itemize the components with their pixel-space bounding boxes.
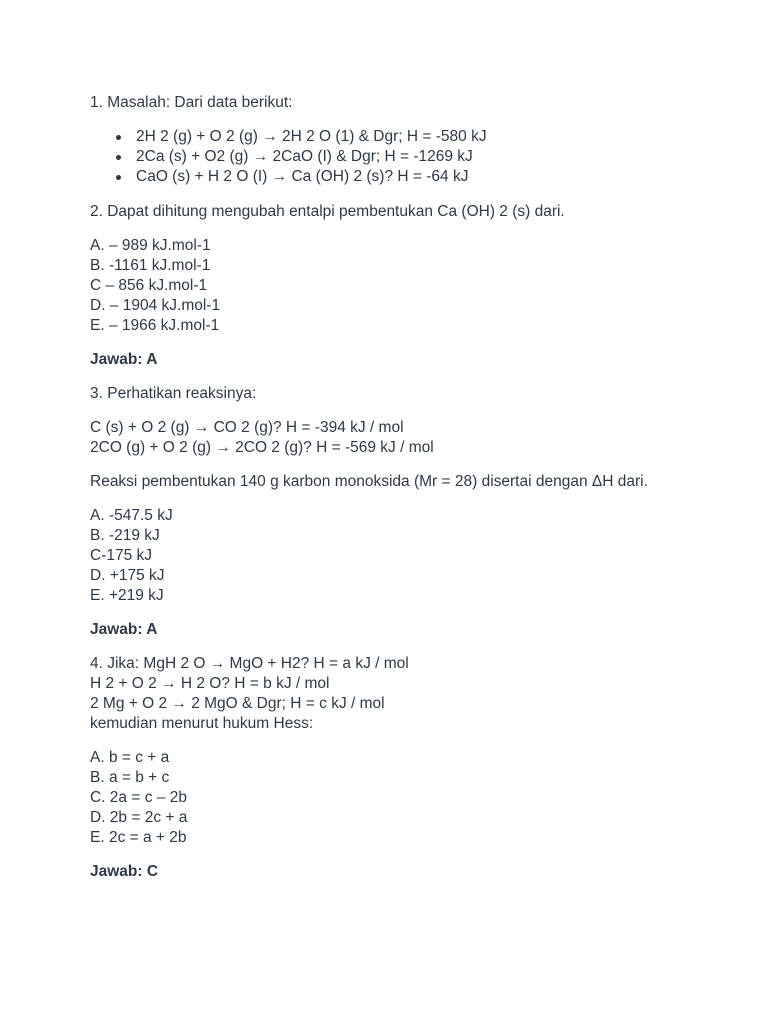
q3-option-b: B. -219 kJ [90,527,160,544]
q4-option-d: D. 2b = 2c + a [90,809,188,826]
q3-option-a: A. -547.5 kJ [90,507,173,524]
q1-bullet-item: 2Ca (s) + O2 (g) → 2CaO (I) & Dgr; H = -1269 kJ [136,147,690,167]
q3-option-c: C-175 kJ [90,547,153,564]
q1-heading: 1. Masalah: Dari data berikut: [90,94,293,111]
q4-line: 4. Jika: MgH 2 O → MgO + H2? H = a kJ / mol [90,655,409,672]
q2-option-d: D. – 1904 kJ.mol-1 [90,297,221,314]
q2-option-c: C – 856 kJ.mol-1 [90,277,208,294]
q4-line: H 2 + O 2 → H 2 O? H = b kJ / mol [90,675,330,692]
q3-options [90,506,690,606]
q3-heading: 3. Perhatikan reaksinya: [90,385,257,402]
q2-option-a: A. – 989 kJ.mol-1 [90,237,211,254]
q3-reactions [90,418,690,458]
q3-option-d: D. +175 kJ [90,567,165,584]
q3-option-e: E. +219 kJ [90,587,164,604]
q3-reaction: 2CO (g) + O 2 (g) → 2CO 2 (g)? H = -569 kJ / mol [90,439,434,456]
q2-option-b: B. -1161 kJ.mol-1 [90,257,211,274]
q1-bullet-item: CaO (s) + H 2 O (I) → Ca (OH) 2 (s)? H = -64 kJ [136,167,690,187]
q4-line: kemudian menurut hukum Hess: [90,715,314,732]
q3-reaction: C (s) + O 2 (g) → CO 2 (g)? H = -394 kJ / mol [90,419,404,436]
q4-option-c: C. 2a = c – 2b [90,789,187,806]
q4-option-e: E. 2c = a + 2b [90,829,187,846]
document-body [90,93,690,896]
q2-option-e: E. – 1966 kJ.mol-1 [90,317,220,334]
q1-bullet-list [90,127,690,187]
q4-answer: Jawab: C [90,863,159,880]
q3-answer: Jawab: A [90,621,158,638]
q2-answer: Jawab: A [90,351,158,368]
q2-options [90,236,690,336]
q4-option-b: B. a = b + c [90,769,170,786]
q4-line: 2 Mg + O 2 → 2 MgO & Dgr; H = c kJ / mol [90,695,385,712]
q3-question: Reaksi pembentukan 140 g karbon monoksida (Mr = 28) disertai dengan ΔH dari. [90,473,648,490]
q4-options [90,748,690,848]
q4-statement [90,654,690,734]
q1-bullet-item: 2H 2 (g) + O 2 (g) → 2H 2 O (1) & Dgr; H = -580 kJ [136,127,690,147]
q2-heading: 2. Dapat dihitung mengubah entalpi pembentukan Ca (OH) 2 (s) dari. [90,203,565,220]
q4-option-a: A. b = c + a [90,749,170,766]
